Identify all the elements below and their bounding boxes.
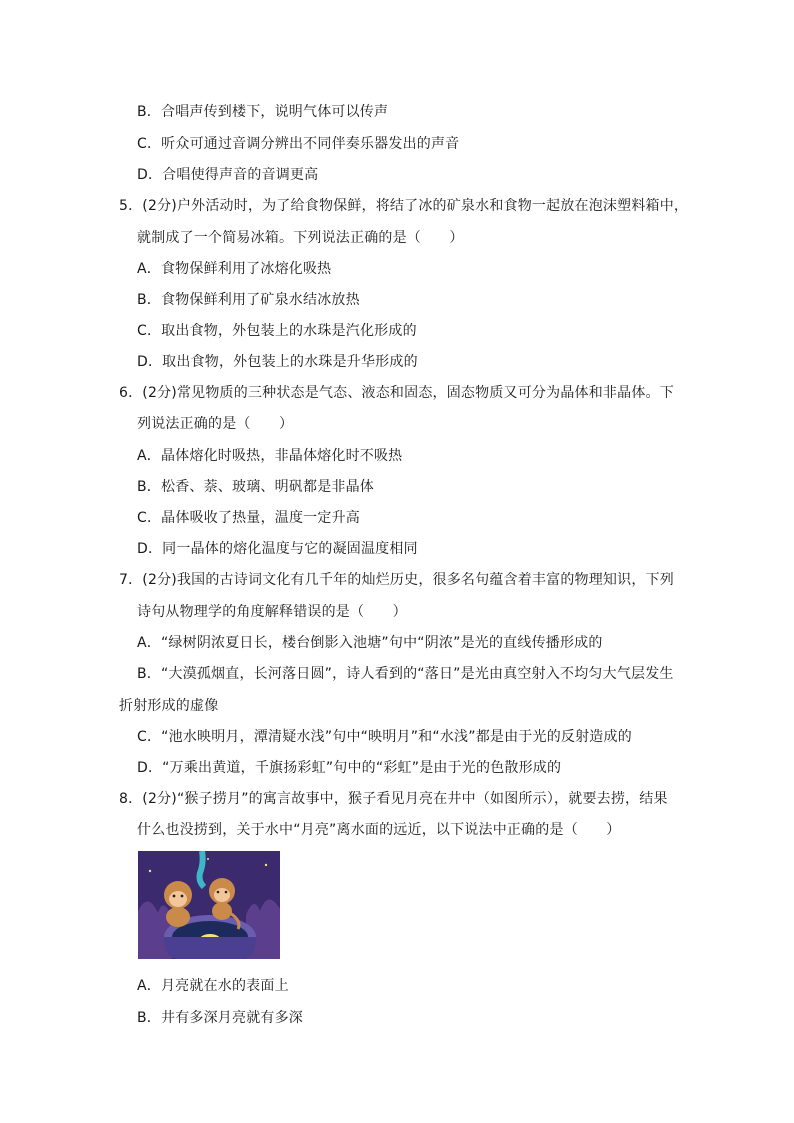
q5-stem-line1: 5．(2分)户外活动时，为了给食物保鲜，将结了冰的矿泉水和食物一起放在泡沫塑料箱中，	[119, 198, 689, 214]
q5-stem-line2: 就制成了一个简易冰箱。下列说法正确的是（ ）	[137, 230, 464, 246]
q4-option-b: B．合唱声传到楼下，说明气体可以传声	[137, 104, 389, 120]
q8-option-b: B．井有多深月亮就有多深	[137, 1010, 304, 1026]
q7-option-a: A．“绿树阴浓夏日长，楼台倒影入池塘”句中“阴浓”是光的直线传播形成的	[137, 635, 603, 651]
q5-option-c: C．取出食物，外包装上的水珠是汽化形成的	[137, 323, 417, 339]
q7-option-b-line2: 折射形成的虚像	[119, 698, 219, 714]
q6-option-a: A．晶体熔化时吸热，非晶体熔化时不吸热	[137, 448, 403, 464]
right-monkey-body	[212, 902, 232, 920]
q4-option-c: C．听众可通过音调分辨出不同伴奏乐器发出的声音	[137, 136, 460, 152]
q6-option-d: D．同一晶体的熔化温度与它的凝固温度相同	[137, 541, 418, 557]
q8-stem-line1: 8．(2分)“猴子捞月”的寓言故事中，猴子看见月亮在井中（如图所示），就要去捞，结果	[119, 791, 668, 807]
q7-option-b-line1: B．“大漠孤烟直，长河落日圆”，诗人看到的“落日”是光由真空射入不均匀大气层发生	[137, 666, 674, 682]
q7-stem-line2: 诗句从物理学的角度解释错误的是（ ）	[137, 604, 407, 620]
q6-option-c: C．晶体吸收了热量，温度一定升高	[137, 510, 360, 526]
q7-option-d: D．“万乘出黄道，千旗扬彩虹”句中的“彩虹”是由于光的色散形成的	[137, 760, 562, 776]
q7-stem-line1: 7．(2分)我国的古诗词文化有几千年的灿烂历史，很多名句蕴含着丰富的物理知识，下列	[119, 572, 674, 588]
left-monkey-body	[166, 907, 190, 927]
monkey-moon-well-illustration	[138, 851, 280, 959]
q7-option-c: C．“池水映明月，潭清疑水浅”句中“映明月”和“水浅”都是由于光的反射造成的	[137, 729, 632, 745]
hanging-vine	[200, 851, 205, 887]
q4-option-d: D．合唱使得声音的音调更高	[137, 167, 319, 183]
q5-option-b: B．食物保鲜利用了矿泉水结冰放热	[137, 292, 360, 308]
q8-option-a: A．月亮就在水的表面上	[137, 978, 289, 994]
q6-stem-line1: 6．(2分)常见物质的三种状态是气态、液态和固态，固态物质又可分为晶体和非晶体。下	[119, 385, 674, 401]
q6-option-b: B．松香、萘、玻璃、明矾都是非晶体	[137, 479, 375, 495]
q5-option-d: D．取出食物，外包装上的水珠是升华形成的	[137, 354, 418, 370]
q6-stem-line2: 列说法正确的是（ ）	[137, 416, 294, 432]
well-wall	[164, 937, 256, 959]
q8-stem-line2: 什么也没捞到，关于水中“月亮”离水面的远近，以下说法中正确的是（ ）	[137, 822, 621, 838]
q5-option-a: A．食物保鲜利用了冰熔化吸热	[137, 261, 332, 277]
